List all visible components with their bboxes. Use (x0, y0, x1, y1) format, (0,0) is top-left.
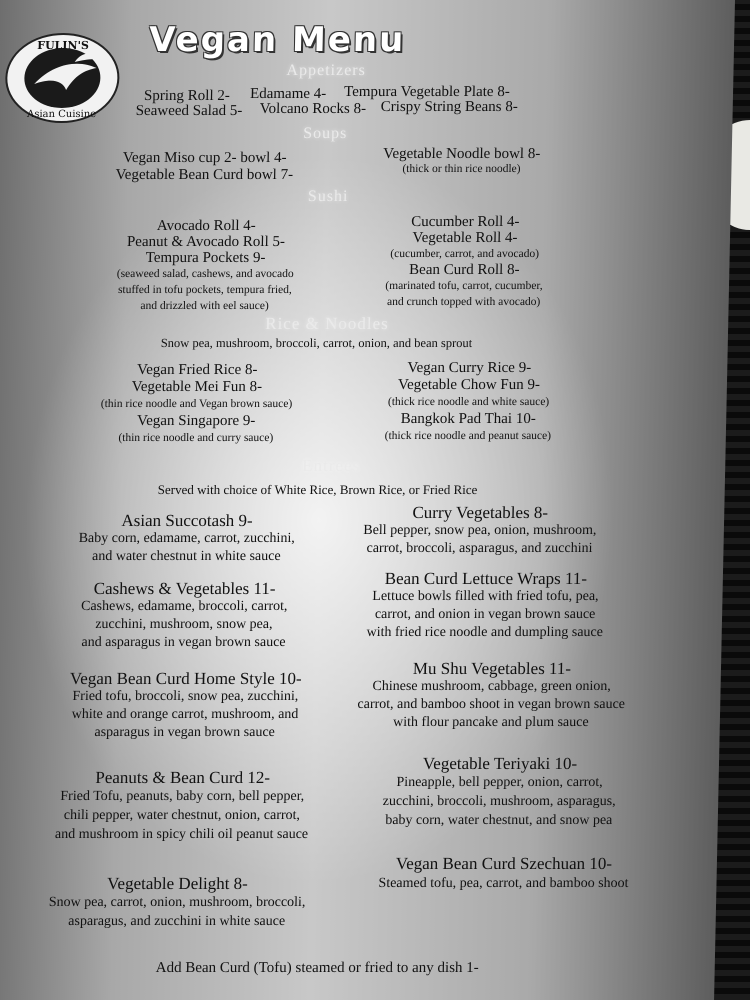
menu-item-desc: (thick or thin rice noodle) (402, 163, 521, 175)
section-note: Snow pea, mushroom, broccoli, carrot, onion, and bean sprout (160, 336, 473, 350)
menu-item-desc: Cashews, edamame, broccoli, carrot, (80, 599, 288, 614)
menu-item-desc: with flour pancake and plum sauce (392, 715, 589, 730)
menu-item-desc: (thin rice noodle and Vegan brown sauce) (100, 398, 293, 410)
svg-text:FULIN'S: FULIN'S (37, 39, 90, 52)
menu-item: Peanut & Avocado Roll 5- (126, 234, 286, 250)
menu-item-desc: and water chestnut in white sauce (91, 549, 281, 564)
menu-item-desc: chili pepper, water chestnut, onion, carrot, (63, 808, 301, 823)
menu-item: Vegetable Delight 8- (106, 874, 249, 893)
menu-item: Vegetable Mei Fun 8- (131, 379, 263, 395)
menu-item: Tempura Vegetable Plate 8- (343, 84, 510, 100)
menu-item: Cucumber Roll 4- (411, 214, 520, 230)
menu-item-desc: Baby corn, edamame, carrot, zucchini, (78, 531, 295, 546)
menu-item: Vegetable Noodle bowl 8- (383, 146, 541, 162)
section-entrees: Entrees (302, 456, 361, 475)
menu-item-desc: carrot, and onion in vegan brown sauce (374, 607, 596, 622)
svg-text:Asian Cuisine: Asian Cuisine (26, 109, 97, 120)
menu-item: Vegan Singapore 9- (136, 413, 256, 429)
menu-item-desc: Fried Tofu, peanuts, baby corn, bell pepper, (60, 789, 305, 804)
menu-item: Bean Curd Lettuce Wraps 11- (384, 569, 588, 588)
section-appetizers: Appetizers (286, 62, 367, 79)
menu-item: Vegetable Chow Fun 9- (397, 377, 541, 393)
menu-item: Vegetable Bean Curd bowl 7- (115, 167, 294, 183)
menu-item: Curry Vegetables 8- (412, 503, 549, 522)
menu-item: Vegetable Teriyaki 10- (422, 754, 578, 773)
menu-item-desc: Chinese mushroom, cabbage, green onion, (372, 679, 611, 694)
menu-item-desc: zucchini, broccoli, mushroom, asparagus, (382, 794, 616, 809)
menu-item-desc: Snow pea, carrot, onion, mushroom, broccoli, (48, 895, 306, 910)
menu-item: Volcano Rocks 8- (259, 101, 367, 117)
menu-item: Avocado Roll 4- (156, 218, 256, 234)
menu-item-desc: and asparagus in vegan brown sauce (81, 635, 286, 650)
menu-item-desc: and drizzled with eel sauce) (140, 300, 269, 312)
menu-item-desc: carrot, and bamboo shoot in vegan brown sauce (357, 697, 626, 712)
menu-item-desc: and crunch topped with avocado) (386, 296, 541, 308)
menu-item: Spring Roll 2- (143, 88, 231, 104)
menu-item: Edamame 4- (249, 86, 327, 102)
menu-item-desc: Pineapple, bell pepper, onion, carrot, (396, 775, 603, 790)
menu-item: Vegetable Roll 4- (412, 230, 518, 246)
page-title: Vegan Menu (148, 20, 406, 60)
menu-item: Vegan Bean Curd Home Style 10- (69, 669, 302, 688)
menu-item-desc: Bell pepper, snow pea, onion, mushroom, (363, 523, 597, 538)
menu-item-desc: stuffed in tofu pockets, tempura fried, (117, 284, 292, 296)
section-rice-noodles: Rice & Noodles (265, 314, 389, 333)
menu-item: Bangkok Pad Thai 10- (400, 411, 536, 427)
menu-item: Vegan Miso cup 2- bowl 4- (122, 150, 287, 166)
menu-item: Vegan Fried Rice 8- (136, 362, 258, 378)
menu-item: Mu Shu Vegetables 11- (412, 659, 572, 678)
menu-item-desc: (thin rice noodle and curry sauce) (118, 432, 274, 444)
menu-item-desc: baby corn, water chestnut, and snow pea (385, 813, 613, 828)
menu-item-desc: (thick rice noodle and peanut sauce) (384, 430, 552, 442)
menu-item-desc: (seaweed salad, cashews, and avocado (116, 268, 294, 280)
section-sushi: Sushi (307, 188, 349, 205)
menu-item-desc: with fried rice noodle and dumpling sauce (366, 625, 604, 640)
menu-item: Cashews & Vegetables 11- (93, 579, 276, 598)
menu-item-desc: zucchini, mushroom, snow pea, (95, 617, 273, 632)
menu-item-desc: Lettuce bowls filled with fried tofu, pea, (372, 589, 599, 604)
menu-item: Vegan Curry Rice 9- (407, 360, 532, 376)
footer-note: Add Bean Curd (Tofu) steamed or fried to any dish 1- (155, 960, 479, 976)
menu-item-desc: (marinated tofu, carrot, cucumber, (385, 280, 543, 292)
menu-item-desc: asparagus in vegan brown sauce (94, 725, 276, 740)
menu-item: Seaweed Salad 5- (135, 103, 243, 119)
menu-item-desc: Fried tofu, broccoli, snow pea, zucchini, (72, 689, 299, 704)
menu-item-desc: Steamed tofu, pea, carrot, and bamboo shoot (378, 876, 629, 891)
menu-item: Peanuts & Bean Curd 12- (95, 768, 271, 787)
menu-item: Crispy String Beans 8- (380, 99, 519, 115)
menu-item-desc: carrot, broccoli, asparagus, and zucchini (366, 541, 593, 556)
section-note: Served with choice of White Rice, Brown Rice, or Fried Rice (157, 482, 478, 497)
menu-item: Vegan Bean Curd Szechuan 10- (395, 854, 613, 873)
menu-item-desc: (cucumber, carrot, and avocado) (390, 248, 540, 260)
section-soups: Soups (303, 125, 348, 142)
menu-item: Bean Curd Roll 8- (408, 262, 520, 278)
menu-item-desc: and mushroom in spicy chili oil peanut sauce (54, 827, 309, 842)
menu-item: Asian Succotash 9- (121, 511, 253, 530)
menu-item-desc: white and orange carrot, mushroom, and (71, 707, 299, 722)
menu-item-desc: asparagus, and zucchini in white sauce (68, 914, 286, 929)
menu-item: Tempura Pockets 9- (145, 250, 266, 266)
fulins-logo (3, 32, 121, 124)
menu-item-desc: (thick rice noodle and white sauce) (387, 396, 550, 408)
